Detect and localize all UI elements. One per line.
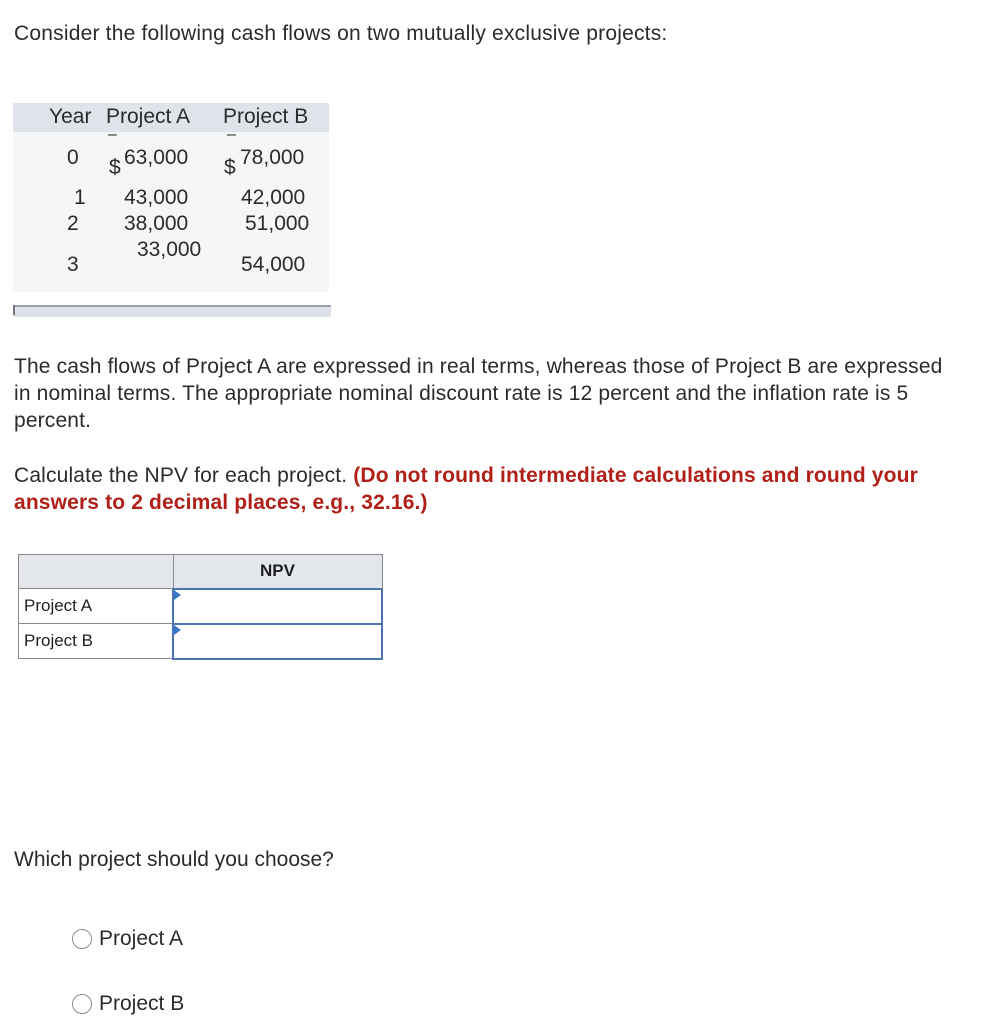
project-a-value: 63,000: [124, 146, 189, 169]
project-b-value: 42,000: [241, 186, 306, 209]
option-label-project-b[interactable]: Project B: [99, 992, 185, 1015]
npv-cell-project-b: [173, 624, 382, 659]
year-cell: 2: [67, 212, 79, 235]
currency-symbol: $: [109, 156, 121, 179]
year-cell: 0: [67, 146, 79, 169]
col-header-project-b: Project B: [223, 105, 309, 128]
option-label-project-a[interactable]: Project A: [99, 927, 184, 950]
choice-question: Which project should you choose?: [14, 848, 334, 871]
currency-symbol: $: [224, 156, 236, 179]
instruction-emphasis: (Do not round intermediate calculations and round your answers to 2 decimal places, e.g., 32.16.): [14, 464, 918, 514]
npv-entry-table: [18, 554, 383, 660]
col-header-project-a: Project A: [106, 105, 191, 128]
negative-sign: –: [108, 126, 117, 143]
year-cell: 1: [74, 186, 86, 209]
negative-sign: –: [227, 126, 236, 143]
npv-column-header: NPV: [173, 555, 382, 589]
radio-button-project-a[interactable]: [72, 929, 92, 949]
project-b-value: 78,000: [240, 146, 305, 169]
option-project-b[interactable]: [72, 992, 184, 1016]
instruction-text: [14, 462, 954, 516]
npv-input-project-a[interactable]: [174, 590, 381, 623]
npv-cell-project-a: [173, 589, 382, 624]
table-footer-tick: [13, 305, 15, 315]
input-flag-icon: [174, 625, 181, 635]
intro-text: Consider the following cash flows on two mutually exclusive projects:: [14, 22, 668, 45]
npv-row-label-project-a: Project A: [19, 589, 174, 624]
col-header-year: Year: [49, 105, 92, 128]
npv-row-label-project-b: Project B: [19, 624, 174, 659]
project-a-value: 33,000: [137, 238, 202, 261]
problem-description: The cash flows of Project A are expressed in real terms, whereas those of Project B are expressed in nominal terms. The appropriate nominal discount rate is 12 percent and the inflation rate is 5 percent.: [14, 355, 943, 432]
year-cell: 3: [67, 253, 79, 276]
input-flag-icon: [174, 590, 181, 600]
project-b-value: 54,000: [241, 253, 306, 276]
option-project-a[interactable]: [72, 927, 183, 951]
npv-table-corner: [19, 555, 174, 589]
project-a-value: 43,000: [124, 186, 189, 209]
instruction-prefix: Calculate the NPV for each project.: [14, 464, 348, 487]
project-b-value: 51,000: [245, 212, 310, 235]
radio-button-project-b[interactable]: [72, 994, 92, 1014]
table-footer-bar: [13, 305, 331, 317]
npv-input-project-b[interactable]: [174, 625, 381, 658]
project-a-value: 38,000: [124, 212, 189, 235]
